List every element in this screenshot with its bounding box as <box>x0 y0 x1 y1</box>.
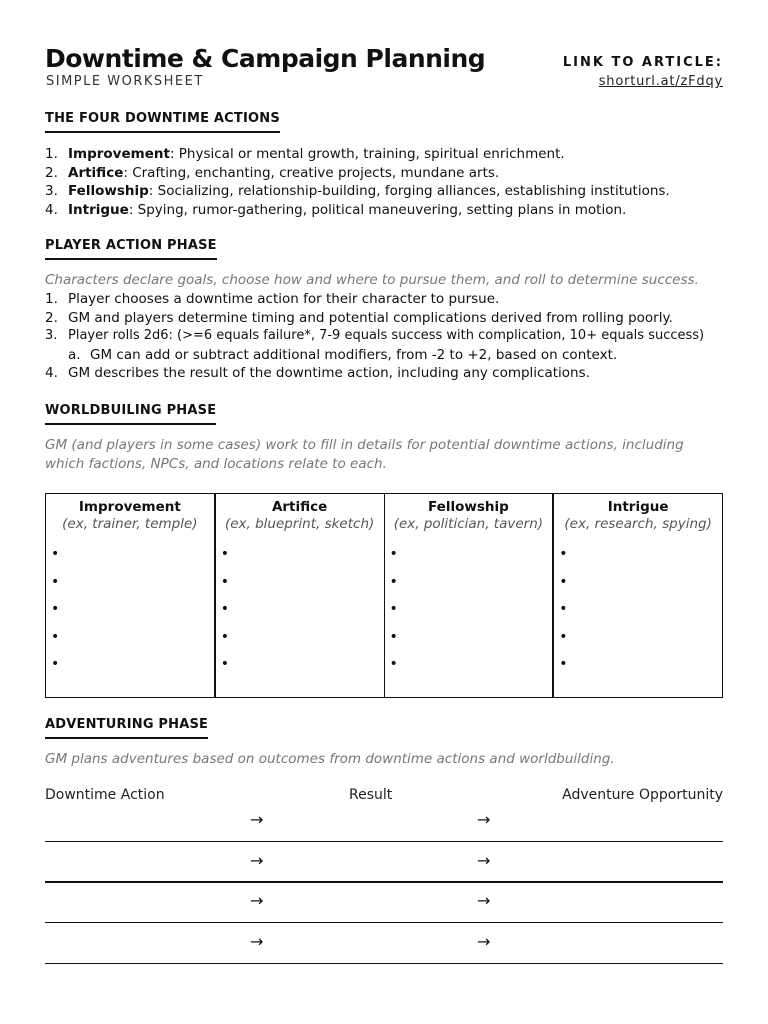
action-term: Improvement <box>68 146 170 162</box>
list-number: 3. <box>45 183 58 199</box>
column-title: Artifice <box>271 499 328 515</box>
column-intrigue[interactable] <box>553 494 722 698</box>
list-item <box>45 327 704 346</box>
bullet: • <box>559 546 568 562</box>
arrow-icon: → <box>477 810 491 829</box>
bullet: • <box>389 601 398 617</box>
arrow-icon: → <box>477 932 491 951</box>
bullet: • <box>220 656 230 672</box>
list-item <box>45 364 704 383</box>
list-text: GM can add or subtract additional modifiers, from -2 to +2, based on context. <box>90 346 618 363</box>
list-item <box>45 309 704 328</box>
list-item <box>45 182 670 201</box>
player-phase-heading: PLAYER ACTION PHASE <box>45 238 217 260</box>
player-phase-list <box>45 290 704 383</box>
bullet: • <box>389 573 398 590</box>
arrow-icon: → <box>250 932 264 951</box>
action-desc: : Socializing, relationship-building, forging alliances, establishing institutions. <box>148 183 670 199</box>
list-item <box>45 145 670 164</box>
worldbuilding-heading: WORLDBUILING PHASE <box>45 403 216 425</box>
arrow-icon: → <box>250 851 264 870</box>
list-subitem <box>45 346 704 365</box>
worldbuilding-note: GM (and players in some cases) work to fill in details for potential downtime actions, including which factions, NPCs, and locations relate to each. <box>45 437 684 472</box>
column-title: Improvement <box>78 499 181 515</box>
action-term: Artifice <box>68 164 124 181</box>
bullet: • <box>389 656 398 672</box>
arrow-icon: → <box>477 891 491 910</box>
list-item <box>45 201 670 220</box>
list-text: Player chooses a downtime action for their character to pursue. <box>68 291 500 307</box>
bullet: • <box>220 601 230 617</box>
player-phase-note: Characters declare goals, choose how and where to pursue them, and roll to determine success. <box>45 272 699 288</box>
four-actions-list <box>45 145 670 219</box>
write-line[interactable] <box>45 963 723 964</box>
column-example: (ex, research, spying) <box>564 516 712 532</box>
list-number: 2. <box>45 164 58 181</box>
list-number: 1. <box>45 146 58 162</box>
bullet: • <box>389 546 398 562</box>
list-number: 1. <box>45 291 58 307</box>
write-line[interactable] <box>45 841 723 842</box>
bullet: • <box>559 628 568 645</box>
column-header-downtime: Downtime Action <box>45 787 165 803</box>
bullet: • <box>51 546 60 562</box>
column-title: Intrigue <box>607 499 669 515</box>
list-item <box>45 164 670 183</box>
arrow-icon: → <box>477 851 491 870</box>
list-number: 4. <box>45 201 58 218</box>
bullet: • <box>559 573 568 590</box>
bullet: • <box>51 656 60 672</box>
article-link[interactable]: shorturl.at/zFdqy <box>598 74 723 89</box>
column-header-result: Result <box>349 787 393 803</box>
action-term: Fellowship <box>68 183 149 199</box>
arrow-icon: → <box>250 810 264 829</box>
column-example: (ex, politician, tavern) <box>393 516 544 532</box>
adventuring-heading: ADVENTURING PHASE <box>45 717 208 739</box>
bullet-list <box>46 546 214 684</box>
bullet: • <box>559 656 568 672</box>
column-title: Fellowship <box>427 499 509 515</box>
page-title: Downtime & Campaign Planning <box>45 44 486 73</box>
bullet: • <box>220 573 230 590</box>
bullet: • <box>220 628 230 645</box>
list-text: GM describes the result of the downtime action, including any complications. <box>68 365 590 381</box>
list-text: GM and players determine timing and potential complications derived from rolling poorly. <box>68 309 673 326</box>
action-desc: : Crafting, enchanting, creative projects, mundane arts. <box>123 164 500 181</box>
worldbuilding-table <box>45 493 723 698</box>
bullet-list <box>554 546 722 684</box>
bullet: • <box>51 601 60 617</box>
write-line[interactable] <box>45 922 723 923</box>
list-number: a. <box>68 346 81 363</box>
list-text: Player rolls 2d6: (>=6 equals failure*, 7-9 equals success with complication, 10+ equals success) <box>68 328 705 343</box>
column-fellowship[interactable] <box>384 494 553 698</box>
link-label: LINK TO ARTICLE: <box>562 55 723 70</box>
column-artifice[interactable] <box>215 494 384 698</box>
action-desc: : Physical or mental growth, training, spiritual enrichment. <box>169 146 565 162</box>
list-item <box>45 290 704 309</box>
list-number: 4. <box>45 365 58 381</box>
four-actions-heading: THE FOUR DOWNTIME ACTIONS <box>45 111 280 133</box>
page-subtitle: SIMPLE WORKSHEET <box>46 74 204 89</box>
list-number: 2. <box>45 309 58 326</box>
bullet: • <box>559 601 568 617</box>
bullet-list <box>216 546 384 684</box>
bullet: • <box>220 546 230 562</box>
bullet: • <box>51 573 60 590</box>
bullet-list <box>385 546 553 684</box>
column-example: (ex, trainer, temple) <box>62 516 198 532</box>
list-number: 3. <box>45 328 58 343</box>
bullet: • <box>389 628 398 645</box>
write-line[interactable] <box>45 881 723 883</box>
column-improvement[interactable] <box>46 494 215 698</box>
action-term: Intrigue <box>68 201 129 218</box>
column-header-opportunity: Adventure Opportunity <box>562 787 723 803</box>
action-desc: : Spying, rumor-gathering, political maneuvering, setting plans in motion. <box>128 201 627 218</box>
arrow-icon: → <box>250 891 264 910</box>
adventuring-note: GM plans adventures based on outcomes from downtime actions and worldbuilding. <box>45 751 615 767</box>
column-example: (ex, blueprint, sketch) <box>224 516 375 532</box>
bullet: • <box>51 628 60 645</box>
